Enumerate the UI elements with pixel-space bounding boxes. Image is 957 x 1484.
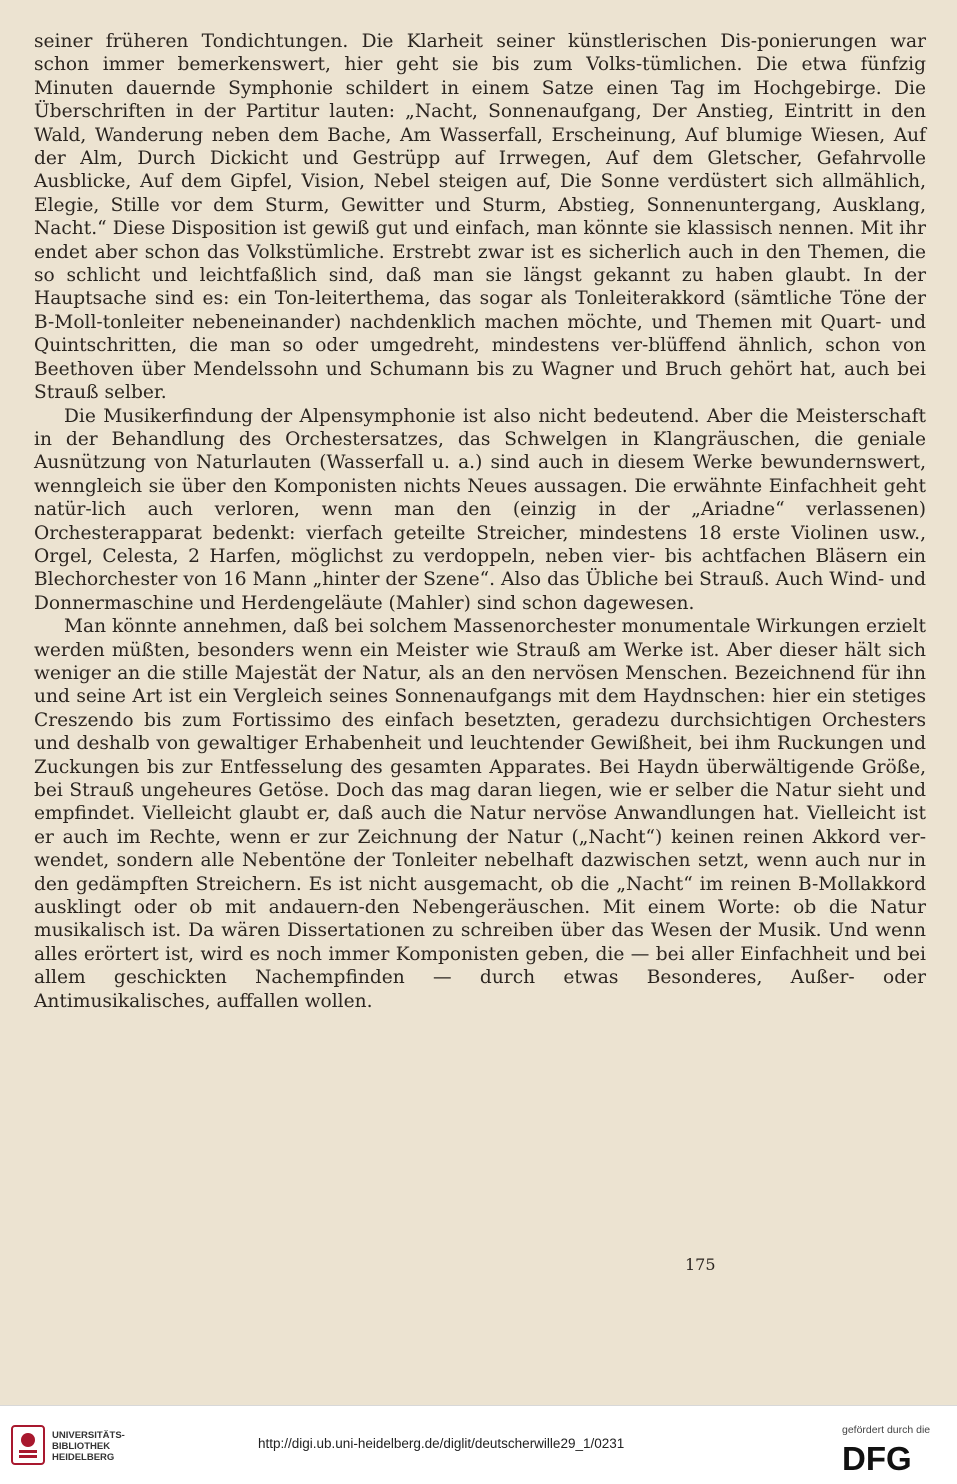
paragraph-1: seiner früheren Tondichtungen. Die Klarheit seiner künstlerischen Dis-ponierungen war schon immer bemerkenswert, hier geht sie bis zum Volks-tümlichen. Die etwa fünfzig Minuten dauernde Symphonie schildert in einem Satze einen Tag im Hochgebirge. Die Überschriften in der Partitur lauten: „Nacht, Sonnenaufgang, Der Anstieg, Eintritt in den Wald, Wanderung neben dem Bache, Am Wasserfall, Erscheinung, Auf blumige Wiesen, Auf der Alm, Durch Dickicht und Gestrüpp auf Irrwegen, Auf dem Gletscher, Gefahrvolle Ausblicke, Auf dem Gipfel, Vision, Nebel steigen auf, Die Sonne verdüstert sich allmählich, Elegie, Stille vor dem Sturm, Gewitter und Sturm, Abstieg, Sonnenuntergang, Ausklang, Nacht.“ Diese Disposition ist gewiß gut und einfach, man könnte sie klassisch nennen. Mit ihr endet aber schon das Volkstümliche. Erstrebt zwar ist es sicherlich auch in den Themen, die so schlicht und leichtfaßlich sind, daß man sie längst gekannt zu haben glaubt. In der Hauptsache sind es: ein Ton-leiterthema, das sogar als Tonleiterakkord (sämtliche Töne der B-Moll-tonleiter nebeneinander) nachdenklich machen möchte, und Themen mit Quart- und Quintschritten, die man so oder umgedreht, mindestens ver-blüffend ähnlich, schon von Beethoven über Mendelssohn und Schumann bis zu Wagner und Bruch gehört hat, auch bei Strauß selber. [34,31,926,404]
university-seal-icon [10,1424,46,1466]
dfg-logo-text: DFG [842,1442,912,1474]
source-url[interactable]: http://digi.ub.uni-heidelberg.de/diglit/deutscherwille29_1/0231 [258,1436,625,1451]
body-text [34,30,926,1013]
paragraph-2: Die Musikerfindung der Alpensymphonie ist also nicht bedeutend. Aber die Meisterschaft in der Behandlung des Orchestersatzes, das Schwelgen in Klangräuschen, die geniale Ausnützung von Naturlauten (Wasserfall u. a.) sind auch in diesem Werke bewundernswert, wenngleich sie über den Komponisten nichts Neues aussagen. Die erwähnte Einfachheit geht natür-lich auch verloren, wenn man den (einzig in der „Ariadne“ verlassenen) Orchesterapparat bedenkt: vierfach geteilte Streicher, mindestens 18 erste Violinen usw., Orgel, Celesta, 2 Harfen, möglichst zu verdoppeln, neben vier- bis achtfachen Bläsern ein Blechorchester von 16 Mann „hinter der Szene“. Also das Übliche bei Strauß. Auch Wind- und Donnermaschine und Herdengeläute (Mahler) sind schon dagewesen. [34,405,926,614]
university-name: UNIVERSITÄTS- BIBLIOTHEK HEIDELBERG [52,1430,125,1463]
page-number: 175 [685,1255,716,1274]
dfg-logo-icon [842,1442,946,1474]
funding-label: gefördert durch die [842,1424,931,1436]
paragraph-3: Man könnte annehmen, daß bei solchem Massenorchester monumentale Wirkungen erzielt werden müßten, besonders wenn ein Meister wie Strauß am Werke ist. Aber dieser hält sich weniger an die stille Majestät der Natur, als an den nervösen Menschen. Bezeichnend für ihn und seine Art ist ein Vergleich seines Sonnenaufgangs mit dem Haydnschen: hier ein stetiges Creszendo bis zum Fortissimo des einfach besetzten, geradezu durchsichtigen Orchesters und deshalb von gewaltiger Erhabenheit und leuchtender Gewißheit, bei ihm Ruckungen und Zuckungen bis zur Entfesselung des gesamten Apparates. Bei Haydn überwältigende Größe, bei Strauß ungeheures Getöse. Doch das mag daran liegen, wie er selber die Natur sieht und empfindet. Vielleicht glaubt er, daß auch die Natur nervöse Anwandlungen hat. Vielleicht ist er auch im Rechte, wenn er zur Zeichnung der Natur („Nacht“) keinen reinen Akkord ver-wendet, sondern alle Nebentöne der Tonleiter nebelhaft dazwischen setzt, wenn auch nur in den gedämpften Streichern. Es ist nicht ausgemacht, ob die „Nacht“ im reinen B-Mollakkord ausklingt oder ob mit andauern-den Nebengeräuschen. Mit einem Worte: ob die Natur musikalisch ist. Da wären Dissertationen zu schreiben über das Wesen der Musik. Und wenn alles erörtert ist, wird es noch immer Komponisten geben, die — bei aller Einfachheit und bei allem geschickten Nachempfinden — durch etwas Besonderes, Außer- oder Antimusikalisches, auffallen wollen. [34,616,926,1012]
digitization-footer [0,1405,957,1484]
